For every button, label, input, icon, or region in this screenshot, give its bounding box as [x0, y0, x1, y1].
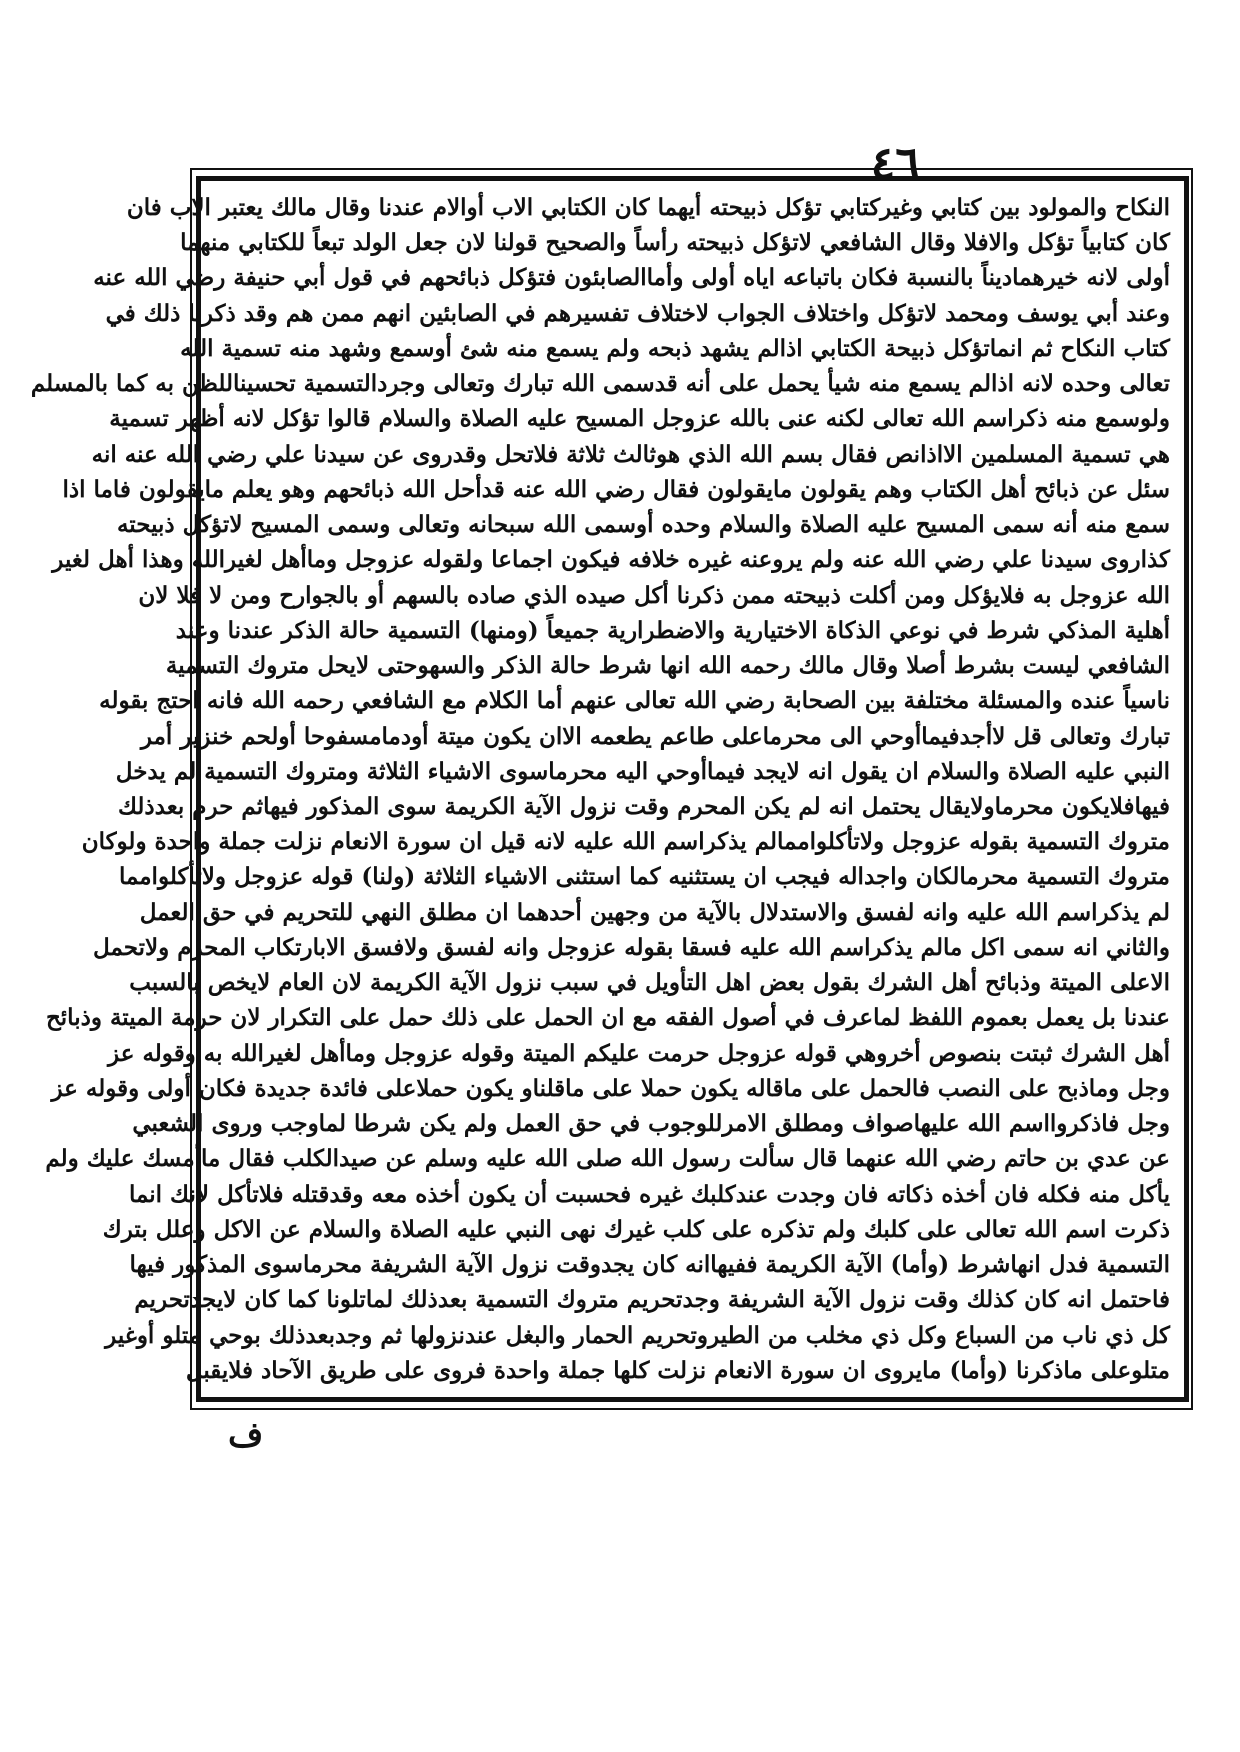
main-text-block — [30, 191, 1170, 1387]
text-line: أولى لانه خيرهماديناً بالنسبة فكان باتباعه اياه أولى وأماالصابئون فتؤكل ذبائحهم في قول أبي حنيفة رضي الله عنه — [93, 264, 1170, 292]
text-line: كذاروى سيدنا علي رضي الله عنه ولم يروعنه غيره خلافه فيكون اجماعا ولقوله عزوجل وماأهل لغيرالله وهذا أهل لغير — [52, 546, 1170, 574]
text-line: أهلية المذكي شرط في نوعي الذكاة الاختيارية والاضطرارية جميعاً (ومنها) التسمية حالة الذكر عندنا وعند — [175, 616, 1170, 644]
text-line: سمع منه أنه سمى المسيح عليه الصلاة والسلام وحده أوسمى الله سبحانه وتعالى وسمى المسيح لاتؤكل ذبيحته — [116, 511, 1170, 539]
text-line: كل ذي ناب من السباع وكل ذي مخلب من الطيروتحريم الحمار والبغل عندنزولها ثم وجدبعدذلك بوحي متلو أوغير — [105, 1321, 1170, 1349]
text-line: النبي عليه الصلاة والسلام ان يقول انه لايجد فيماأوحي اليه محرماسوى الاشياء الثلاثة ومتروك التسمية لم يدخل — [115, 757, 1170, 785]
text-line: فاحتمل انه كان كذلك وقت نزول الآية الشريفة وجدتحريم متروك التسمية بعدذلك لماتلونا كما كان لايجدتحريم — [134, 1286, 1170, 1314]
text-line: يأكل منه فكله فان أخذه ذكاته فان وجدت عندكلبك غيره فحسبت أن يكون أخذه معه وقدقتله فلاتأكل لانك انما — [128, 1180, 1170, 1208]
text-line: التسمية فدل انهاشرط (وأما) الآية الكريمة ففيهاانه كان يجدوقت نزول الآية الشريفة محرماسوى المذكور فيها — [129, 1251, 1170, 1279]
text-line: وجل وماذبح على النصب فالحمل على ماقاله يكون حملا على ماقلناو يكون حملاعلى فائدة جديدة فكان أولى وقوله عز — [51, 1074, 1170, 1102]
text-line: متروك التسمية محرمالكان واجداله فيجب ان يستثنيه كما استثنى الاشياء الثلاثة (ولنا) قوله عزوجل ولاتأكلوامما — [118, 863, 1170, 891]
text-line: الاعلى الميتة وذبائح أهل الشرك بقول بعض اهل التأويل في سبب نزول الآية الكريمة لان العام لايخص بالسبب — [129, 969, 1170, 997]
text-line: ولوسمع منه ذكراسم الله تعالى لكنه عنى بالله عزوجل المسيح عليه الصلاة والسلام قالوا تؤكل لانه أظهر تسمية — [109, 405, 1170, 433]
text-line: ذكرت اسم الله تعالى على كلبك ولم تذكره على كلب غيرك نهى النبي عليه الصلاة والسلام عن الاكل وعلل بترك — [102, 1215, 1170, 1243]
text-line: وعند أبي يوسف ومحمد لاتؤكل واختلاف الجواب لاختلاف تفسيرهم في الصابئين انهم ممن هم وقد ذكرنا ذلك في — [105, 299, 1170, 327]
catchword: ف — [228, 1415, 264, 1455]
text-line: فيهافلايكون محرماولايقال يحتمل انه لم يكن المحرم وقت نزول الآية الكريمة سوى المذكور فيهاثم حرم بعدذلك — [118, 792, 1170, 820]
page-number: ٤٦ — [870, 136, 920, 190]
text-line: تبارك وتعالى قل لاأجدفيماأوحي الى محرماعلى طاعم يطعمه الاان يكون ميتة أودمامسفوحا أولحم خنزير أمر — [140, 722, 1170, 750]
text-line: متلوعلى ماذكرنا (وأما) مايروى ان سورة الانعام نزلت كلها جملة واحدة فروى على طريق الآحاد فلايقبل — [185, 1356, 1170, 1384]
text-line: عن عدي بن حاتم رضي الله عنهما قال سألت رسول الله صلى الله عليه وسلم عن صيدالكلب فقال ماأمسك عليك ولم — [45, 1145, 1170, 1173]
text-line: أهل الشرك ثبتت بنصوص أخروهي قوله عزوجل حرمت عليكم الميتة وقوله عزوجل وماأهل لغيرالله به وقوله عز — [108, 1039, 1170, 1067]
text-line: الله عزوجل به فلايؤكل ومن أكلت ذبيحته ممن ذكرنا أكل صيده الذي صاده بالسهم أو بالجوارح ومن لا فلا لان — [138, 581, 1170, 609]
text-line: والثاني انه سمى اكل مالم يذكراسم الله عليه فسقا بقوله عزوجل وانه لفسق ولافسق الابارتكاب المحرم ولاتحمل — [93, 933, 1170, 961]
text-line: الشافعي ليست بشرط أصلا وقال مالك رحمه الله انها شرط حالة الذكر والسهوحتى لايحل متروك التسمية — [165, 652, 1170, 680]
page-frame — [30, 176, 1189, 1402]
text-line: ناسياً عنده والمسئلة مختلفة بين الصحابة رضي الله تعالى عنهم أما الكلام مع الشافعي رحمه الله فانه احتج بقوله — [99, 687, 1170, 715]
text-line: عندنا بل يعمل بعموم اللفظ لماعرف في أصول الفقه مع ان الحمل على ذلك حمل على التكرار لان حرمة الميتة وذبائح — [45, 1004, 1170, 1032]
text-line: تعالى وحده لانه اذالم يسمع منه شيأ يحمل على أنه قدسمى الله تبارك وتعالى وجردالتسمية تحسيناللظن به كما بالمسلم — [30, 370, 1170, 398]
text-line: متروك التسمية بقوله عزوجل ولاتأكلواممالم يذكراسم الله عليه لانه قيل ان سورة الانعام نزلت جملة واحدة ولوكان — [81, 828, 1170, 856]
text-line: سئل عن ذبائح أهل الكتاب وهم يقولون مايقولون فقال رضي الله عنه قدأحل الله ذبائحهم وهو يعلم مايقولون فاما اذا — [62, 475, 1170, 503]
text-line: كتاب النكاح ثم انماتؤكل ذبيحة الكتابي اذالم يشهد ذبحه ولم يسمع منه شئ أوسمع وشهد منه تسمية الله — [180, 334, 1170, 362]
text-line: وجل فاذكروااسم الله عليهاصواف ومطلق الامرللوجوب في حق العمل ولم يكن شرطا لماوجب وروى الشعبي — [132, 1110, 1170, 1138]
text-line: النكاح والمولود بين كتابي وغيركتابي تؤكل ذبيحته أيهما كان الكتابي الاب أوالام عندنا وقال مالك يعتبر الاب فان — [126, 194, 1170, 221]
text-line: هي تسمية المسلمين الااذانص فقال بسم الله الذي هوثالث ثلاثة فلاتحل وقدروى عن سيدنا علي رضي الله عنه انه — [91, 440, 1170, 468]
text-line: لم يذكراسم الله عليه وانه لفسق والاستدلال بالآية من وجهين أحدهما ان مطلق النهي للتحريم في حق العمل — [139, 898, 1170, 926]
text-line: كان كتابياً تؤكل والافلا وقال الشافعي لاتؤكل ذبيحته رأساً والصحيح قولنا لان جعل الولد تبعاً للكتابي منهما — [180, 229, 1170, 257]
